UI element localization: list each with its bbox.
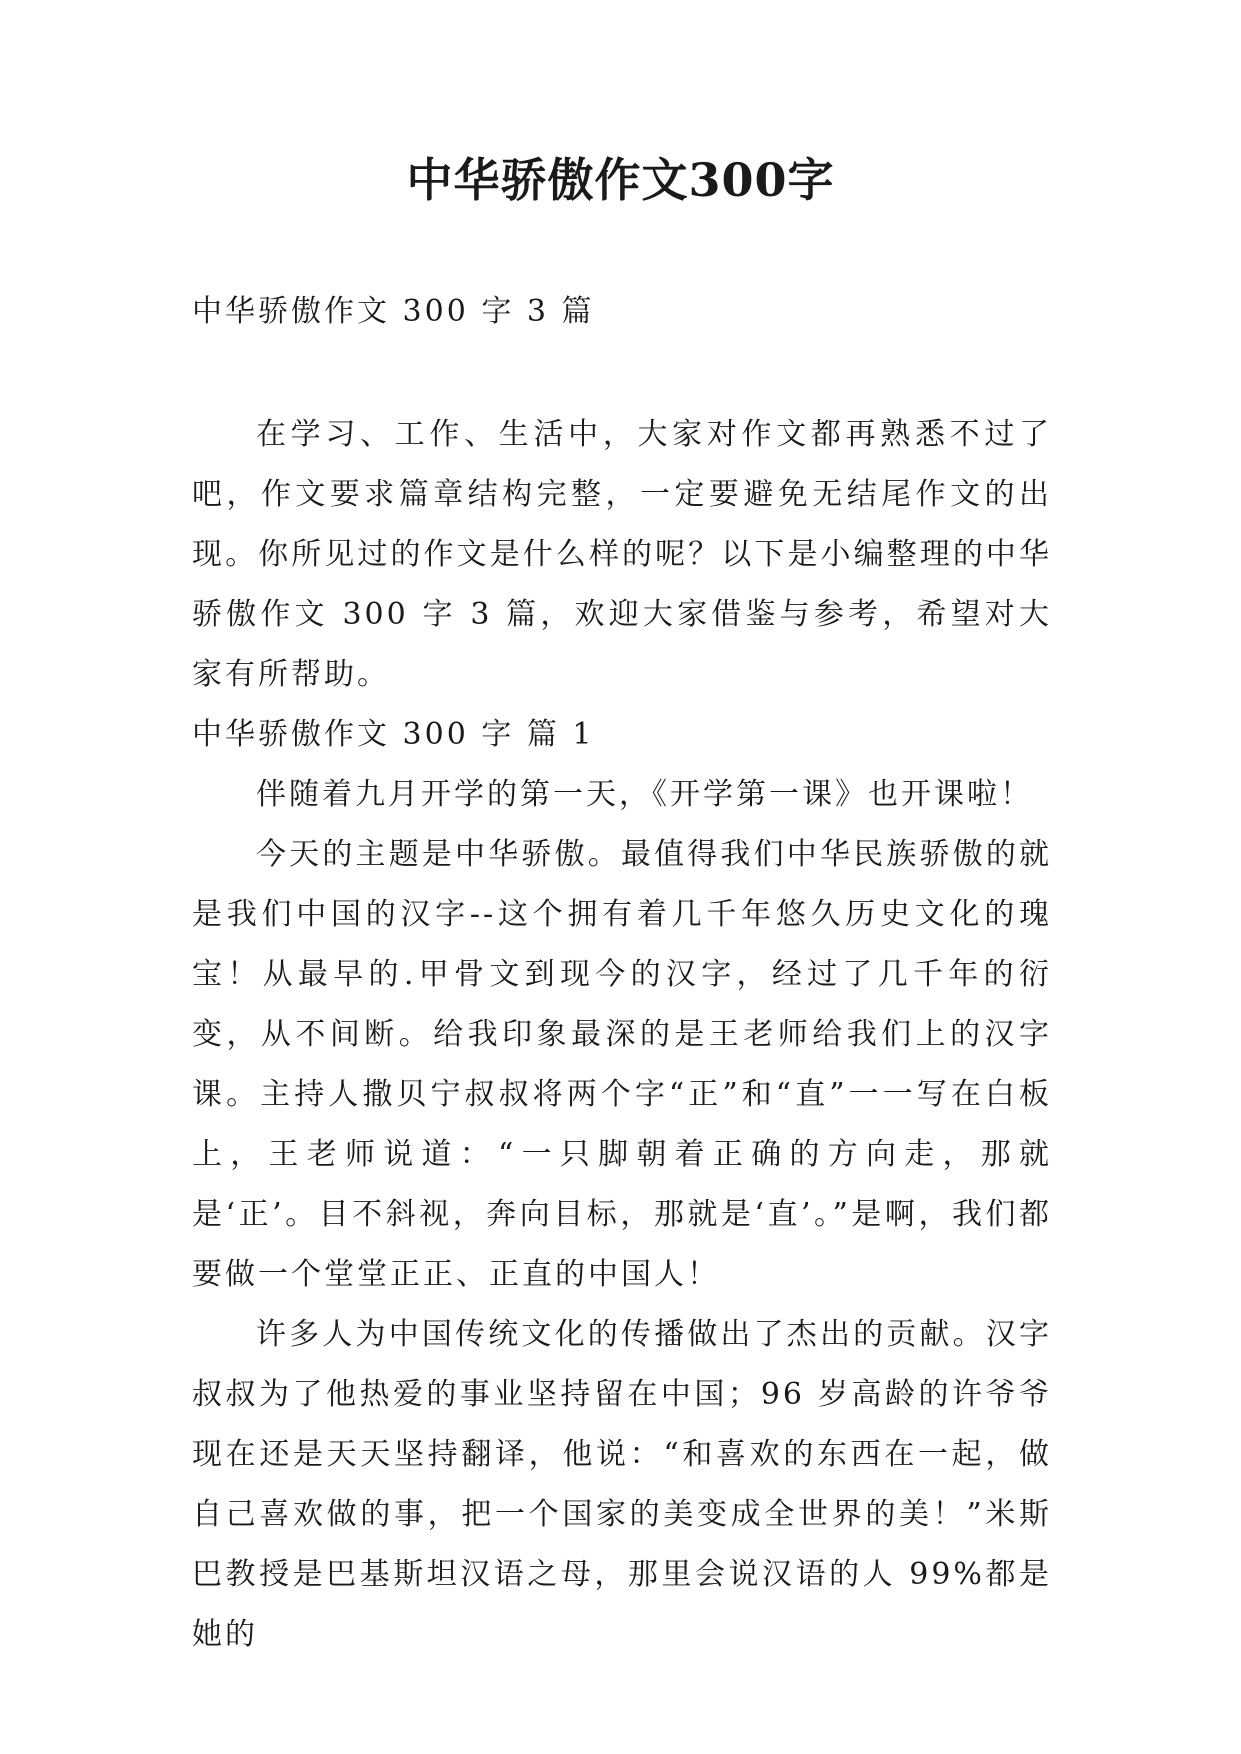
intro-paragraph: 在学习、工作、生活中，大家对作文都再熟悉不过了吧，作文要求篇章结构完整，一定要避免无结尾作文的出现。你所见过的作文是什么样的呢？以下是小编整理的中华骄傲作文 300 字 3 篇，欢迎大家借鉴与参考，希望对大家有所帮助。 bbox=[192, 417, 1052, 692]
body-paragraph: 许多人为中国传统文化的传播做出了杰出的贡献。汉字叔叔为了他热爱的事业坚持留在中国；96 岁高龄的许爷爷现在还是天天坚持翻译，他说：“和喜欢的东西在一起，做自己喜欢做的事，把一个国家的美变成全世界的美！”米斯巴教授是巴基斯坦汉语之母，那里会说汉语的人 99%都是她的 bbox=[192, 1317, 1052, 1652]
document-title: 中华骄傲作文300字 bbox=[406, 153, 835, 207]
document-subtitle: 中华骄傲作文 300 字 3 篇 bbox=[192, 294, 595, 329]
body-paragraph: 伴随着九月开学的第一天，《开学第一课》也开课啦！ bbox=[256, 777, 1033, 812]
body-paragraph: 今天的主题是中华骄傲。最值得我们中华民族骄傲的就是我们中国的汉字--这个拥有着几千年悠久历史文化的瑰宝！从最早的.甲骨文到现今的汉字，经过了几千年的衍变，从不间断。给我印象最深的是王老师给我们上的汉字课。主持人撒贝宁叔叔将两个字“正”和“直”一一写在白板上，王老师说道：“一只脚朝着正确的方向走，那就是‘正’。目不斜视，奔向目标，那就是‘直’。”是啊，我们都要做一个堂堂正正、正直的中国人！ bbox=[192, 837, 1052, 1292]
document-body bbox=[192, 405, 1052, 1665]
section-heading: 中华骄傲作文 300 字 篇 1 bbox=[192, 717, 595, 752]
